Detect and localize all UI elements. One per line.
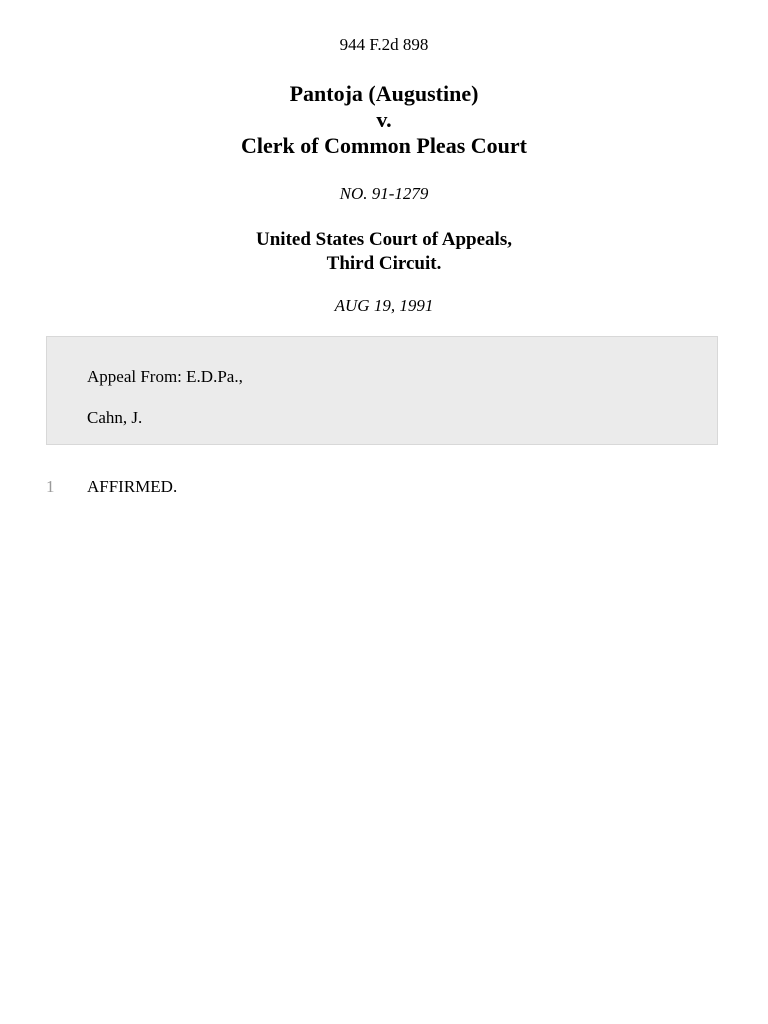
docket-number: NO. 91-1279 <box>339 184 429 203</box>
versus-label: v. <box>376 107 392 132</box>
paragraph-number: 1 <box>46 477 55 496</box>
case-caption <box>0 81 768 159</box>
court-name-line-2: Third Circuit. <box>326 253 442 274</box>
decision-date: AUG 19, 1991 <box>334 296 434 315</box>
party-two: Clerk of Common Pleas Court <box>241 133 527 158</box>
appeal-from-text: Appeal From: E.D.Pa., <box>87 367 243 386</box>
court-name-line-1: United States Court of Appeals, <box>256 229 512 250</box>
judge-text: Cahn, J. <box>87 408 143 427</box>
court-name <box>0 228 768 276</box>
appeal-info-box <box>46 336 718 445</box>
party-one: Pantoja (Augustine) <box>289 81 479 106</box>
case-citation: 944 F.2d 898 <box>339 35 429 54</box>
paragraph-text: AFFIRMED. <box>87 477 178 496</box>
